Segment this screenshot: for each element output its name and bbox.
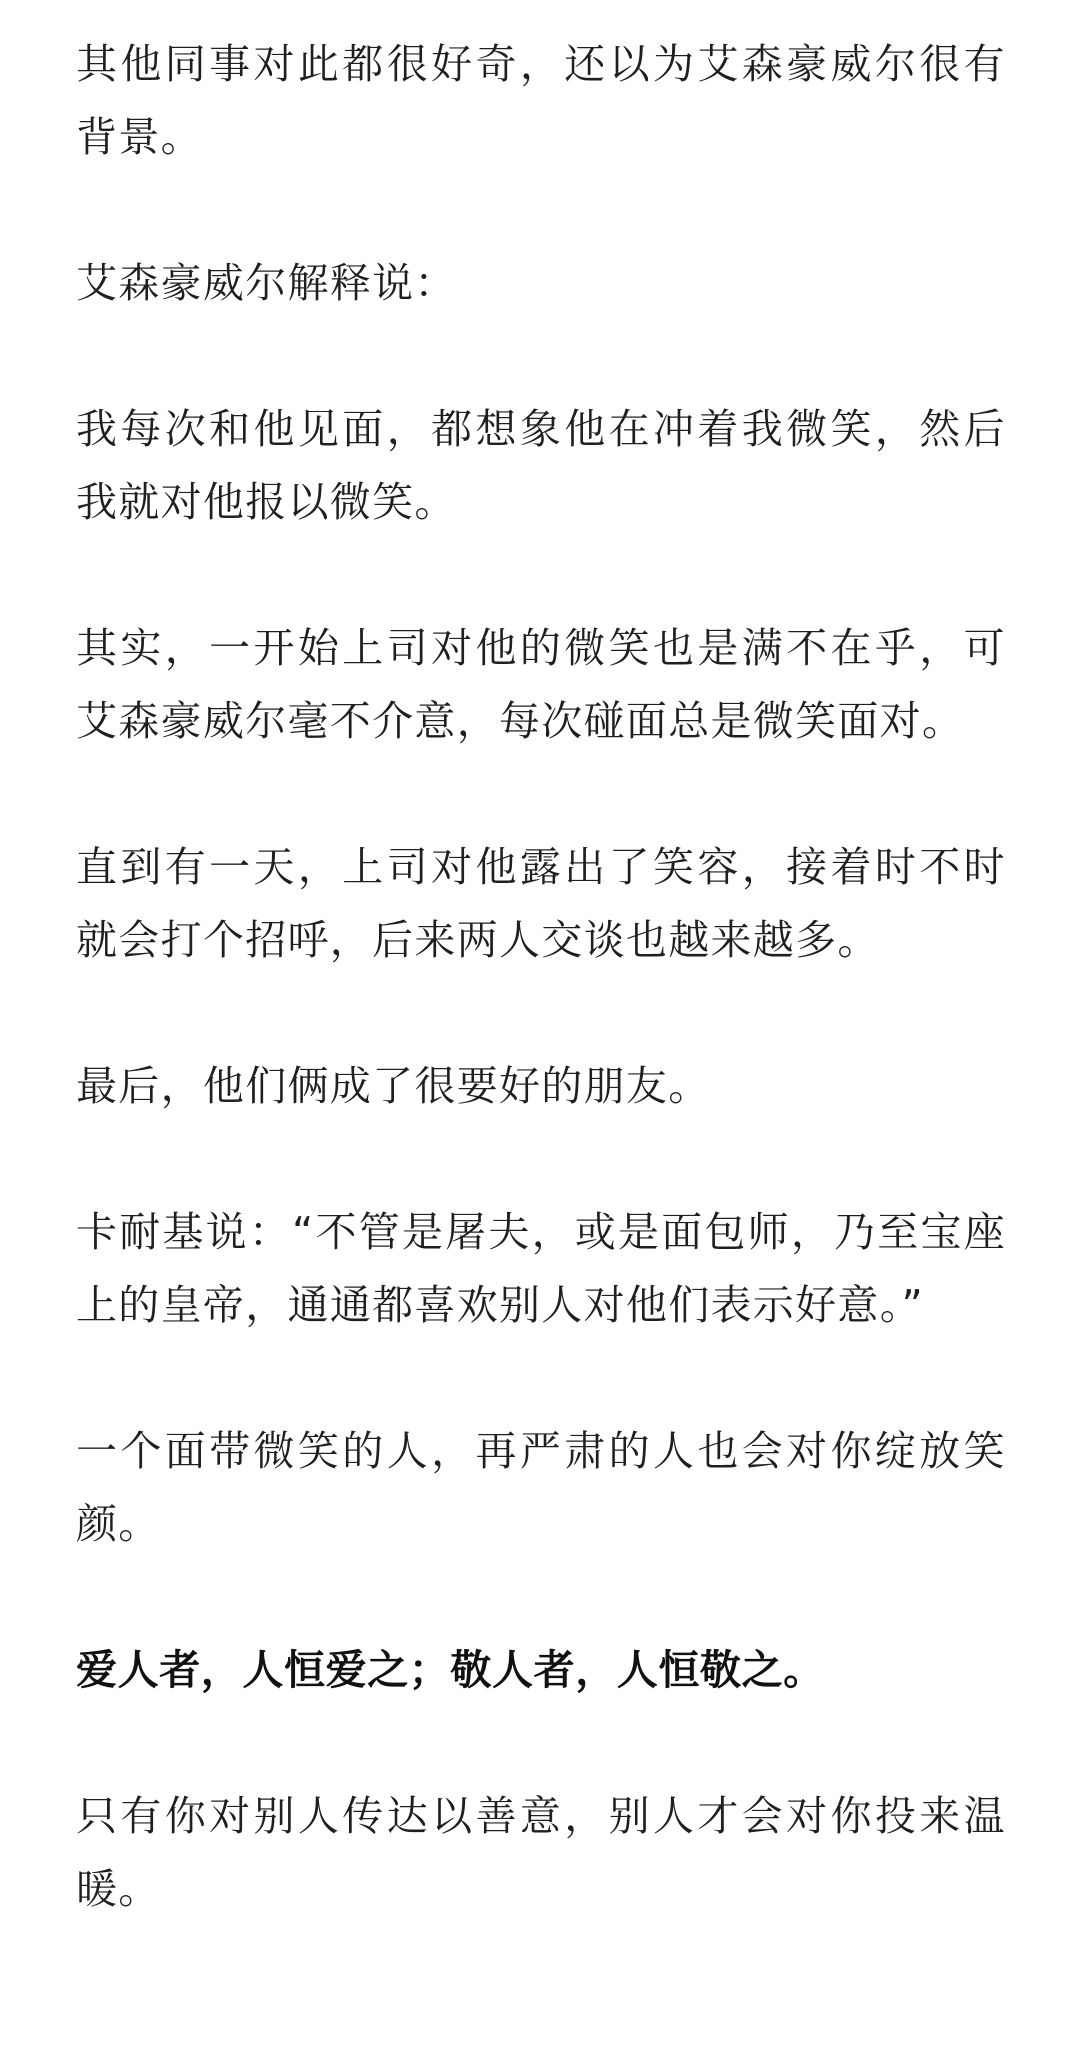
paragraph-spacer <box>76 320 1006 393</box>
paragraph-7-quote: 卡耐基说：“不管是屠夫，或是面包师，乃至宝座上的皇帝，通通都喜欢别人对他们表示好意。” <box>76 1208 1006 1329</box>
paragraph-3: 我每次和他见面，都想象他在冲着我微笑，然后我就对他报以微笑。 <box>76 405 1006 526</box>
paragraph-5: 直到有一天，上司对他露出了笑容，接着时不时就会打个招呼，后来两人交谈也越来越多。 <box>76 843 1006 964</box>
paragraph-4: 其实，一开始上司对他的微笑也是满不在乎，可艾森豪威尔毫不介意，每次碰面总是微笑面对。 <box>76 624 1006 745</box>
paragraph-8: 一个面带微笑的人，再严肃的人也会对你绽放笑颜。 <box>76 1427 1006 1548</box>
paragraph-1: 其他同事对此都很好奇，还以为艾森豪威尔很有背景。 <box>76 40 1006 161</box>
paragraph-6: 最后，他们俩成了很要好的朋友。 <box>76 1062 711 1110</box>
paragraph-spacer <box>76 1342 1006 1415</box>
paragraph-spacer <box>76 758 1006 831</box>
paragraph-2: 艾森豪威尔解释说： <box>76 259 457 307</box>
paragraph-spacer <box>76 1123 1006 1196</box>
paragraph-spacer <box>76 977 1006 1050</box>
paragraph-spacer <box>76 174 1006 247</box>
paragraph-spacer <box>76 1561 1006 1634</box>
article-body <box>76 28 1006 1926</box>
paragraph-9-highlight: 爱人者，人恒爱之；敬人者，人恒敬之。 <box>76 1646 825 1694</box>
paragraph-spacer <box>76 539 1006 612</box>
paragraph-10: 只有你对别人传达以善意，别人才会对你投来温暖。 <box>76 1792 1006 1913</box>
paragraph-spacer <box>76 1707 1006 1780</box>
